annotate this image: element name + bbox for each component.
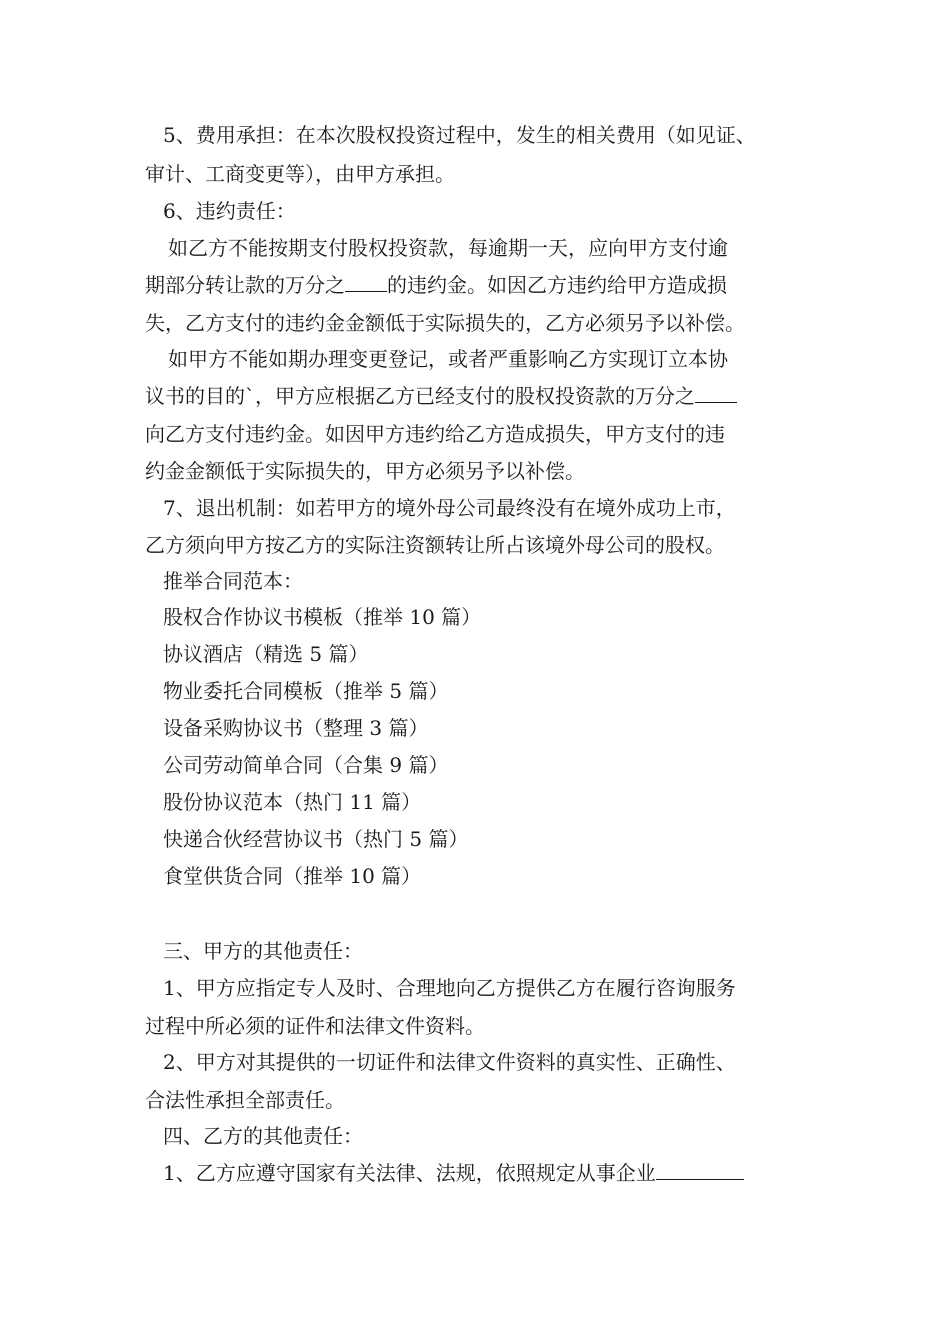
recommend-link-6[interactable]: 股份协议范本（热门 11 篇）	[163, 790, 422, 814]
recommend-link-1[interactable]: 股权合作协议书模板（推举 10 篇）	[163, 605, 482, 629]
clause6-p2-line4: 约金金额低于实际损失的，甲方必须另予以补偿。	[145, 459, 585, 483]
clause6-p1-line2-b: 的违约金。如因乙方违约给甲方造成损	[387, 273, 727, 297]
clause6-p2-line2	[145, 382, 737, 410]
clause5-line1: 5、费用承担：在本次股权投资过程中，发生的相关费用（如见证、	[163, 123, 756, 147]
section3-item1-line1: 1、甲方应指定专人及时、合理地向乙方提供乙方在履行咨询服务	[163, 976, 736, 1000]
clause7-line1: 7、退出机制：如若甲方的境外母公司最终没有在境外成功上市，	[163, 496, 736, 520]
clause5-line2: 审计、工商变更等），由甲方承担。	[145, 162, 455, 186]
clause6-p2-line3: 向乙方支付违约金。如因甲方违约给乙方造成损失，甲方支付的违	[145, 422, 725, 446]
recommend-link-8[interactable]: 食堂供货合同（推举 10 篇）	[163, 864, 422, 888]
recommend-link-3[interactable]: 物业委托合同模板（推举 5 篇）	[163, 679, 449, 703]
section3-item2-line1: 2、甲方对其提供的一切证件和法律文件资料的真实性、正确性、	[163, 1050, 736, 1074]
clause6-title: 6、违约责任：	[163, 199, 296, 223]
section4-title: 四、乙方的其他责任：	[163, 1124, 363, 1148]
recommend-title: 推举合同范本：	[163, 569, 303, 593]
clause6-p2-line1: 如甲方不能如期办理变更登记，或者严重影响乙方实现订立本协	[168, 347, 728, 371]
section3-title: 三、甲方的其他责任：	[163, 939, 363, 963]
clause6-p2-line2-text: 议书的目的`，甲方应根据乙方已经支付的股权投资款的万分之	[145, 384, 695, 408]
recommend-link-4[interactable]: 设备采购协议书（整理 3 篇）	[163, 716, 429, 740]
fill-blank-line	[695, 384, 737, 403]
clause6-p1-line3: 失，乙方支付的违约金金额低于实际损失的，乙方必须另予以补偿。	[145, 311, 745, 335]
recommend-link-2[interactable]: 协议酒店（精选 5 篇）	[163, 642, 369, 666]
clause6-p1-line2-a: 期部分转让款的万分之	[145, 273, 345, 297]
clause6-p1-line2	[145, 271, 727, 299]
fill-blank-line	[345, 273, 387, 292]
section4-item1-line1	[163, 1159, 744, 1187]
section4-item1-text: 1、乙方应遵守国家有关法律、法规，依照规定从事企业	[163, 1161, 656, 1185]
clause6-p1-line1: 如乙方不能按期支付股权投资款，每逾期一天，应向甲方支付逾	[168, 236, 728, 260]
recommend-link-7[interactable]: 快递合伙经营协议书（热门 5 篇）	[163, 827, 469, 851]
recommend-link-5[interactable]: 公司劳动简单合同（合集 9 篇）	[163, 753, 449, 777]
section3-item1-line2: 过程中所必须的证件和法律文件资料。	[145, 1014, 485, 1038]
section3-item2-line2: 合法性承担全部责任。	[145, 1088, 345, 1112]
fill-blank-line	[656, 1161, 744, 1180]
clause7-line2: 乙方须向甲方按乙方的实际注资额转让所占该境外母公司的股权。	[145, 533, 725, 557]
